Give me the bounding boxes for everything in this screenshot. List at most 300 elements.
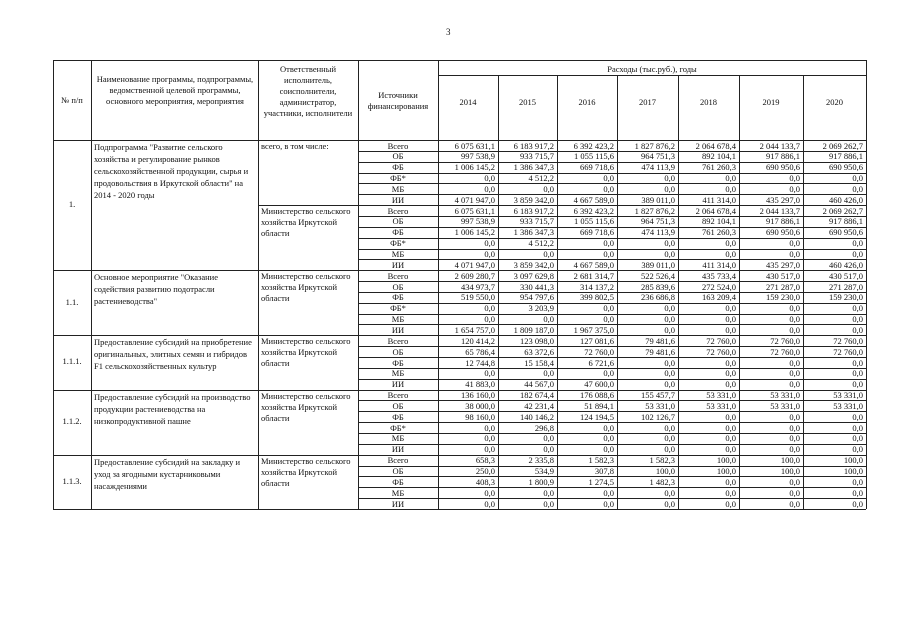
grid-vline xyxy=(91,335,92,389)
value-cell: 0,0 xyxy=(484,422,495,433)
section-number: 1.1.1. xyxy=(62,356,82,367)
value-cell: 2 069 262,7 xyxy=(822,140,863,151)
value-cell: 120 414,2 xyxy=(461,335,495,346)
value-cell: 954 797,6 xyxy=(520,292,554,303)
value-cell: 72 760,0 xyxy=(770,335,800,346)
value-cell: 0,0 xyxy=(603,498,614,509)
value-cell: 6 183 917,2 xyxy=(513,205,554,216)
source-cell: Всего xyxy=(387,270,409,281)
source-cell: ФБ xyxy=(392,292,404,303)
grid-vline xyxy=(557,390,558,455)
grid-hline xyxy=(53,60,866,61)
header-year-2018: 2018 xyxy=(700,97,717,107)
grid-hline xyxy=(358,422,866,423)
section-number: 1.1. xyxy=(65,296,79,307)
value-cell: 1 386 347,3 xyxy=(513,227,554,238)
value-cell: 669 718,6 xyxy=(580,227,614,238)
value-cell: 127 081,6 xyxy=(580,335,614,346)
grid-vline xyxy=(438,270,439,335)
source-cell: Всего xyxy=(387,455,409,466)
grid-hline xyxy=(358,444,866,445)
grid-vline xyxy=(438,390,439,455)
value-cell: 1 809 187,0 xyxy=(513,324,554,335)
value-cell: 140 146,2 xyxy=(520,411,554,422)
grid-vline xyxy=(739,75,740,140)
value-cell: 389 011,0 xyxy=(641,194,675,205)
value-cell: 0,0 xyxy=(725,444,736,455)
header-year-2020: 2020 xyxy=(826,97,843,107)
value-cell: 0,0 xyxy=(789,249,800,259)
value-cell: 0,0 xyxy=(725,433,736,444)
value-cell: 123 098,0 xyxy=(520,335,554,346)
source-cell: ИИ xyxy=(391,498,405,509)
grid-vline xyxy=(678,335,679,389)
grid-vline xyxy=(258,60,259,140)
value-cell: 0,0 xyxy=(484,368,495,379)
value-cell: 430 517,0 xyxy=(829,270,863,281)
value-cell: 100,0 xyxy=(780,466,800,476)
value-cell: 0,0 xyxy=(789,476,800,487)
value-cell: 0,0 xyxy=(789,303,800,314)
section-number: 1.1.3. xyxy=(62,475,82,486)
grid-vline xyxy=(91,390,92,455)
value-cell: 0,0 xyxy=(603,238,614,249)
value-cell: 474 113,9 xyxy=(641,162,675,173)
source-cell: ФБ xyxy=(392,411,404,422)
value-cell: 0,0 xyxy=(664,444,675,455)
value-cell: 0,0 xyxy=(664,433,675,444)
grid-vline xyxy=(498,270,499,335)
grid-hline xyxy=(358,314,866,315)
value-cell: 389 011,0 xyxy=(641,259,675,270)
responsible-cell: Министерство сельского хозяйства Иркутской области xyxy=(261,390,351,423)
grid-hline xyxy=(358,498,866,499)
value-cell: 0,0 xyxy=(543,487,554,498)
value-cell: 430 517,0 xyxy=(766,270,800,281)
value-cell: 0,0 xyxy=(664,487,675,498)
grid-hline xyxy=(358,487,866,488)
grid-vline xyxy=(258,140,259,270)
value-cell: 522 526,4 xyxy=(641,270,675,281)
value-cell: 100,0 xyxy=(843,466,863,476)
grid-vline xyxy=(866,140,867,270)
grid-hline xyxy=(358,162,866,163)
grid-hline xyxy=(358,303,866,304)
value-cell: 42 231,4 xyxy=(524,400,554,411)
value-cell: 1 654 757,0 xyxy=(454,324,495,335)
value-cell: 72 760,0 xyxy=(770,346,800,357)
source-cell: ИИ xyxy=(391,324,405,335)
responsible-cell: Министерство сельского хозяйства Иркутской области xyxy=(261,206,351,239)
value-cell: 0,0 xyxy=(664,249,675,259)
source-cell: ФБ xyxy=(392,162,404,173)
value-cell: 0,0 xyxy=(789,314,800,325)
value-cell: 136 160,0 xyxy=(461,390,495,401)
grid-vline xyxy=(358,455,359,509)
source-cell: ФБ* xyxy=(390,303,406,314)
value-cell: 0,0 xyxy=(664,303,675,314)
grid-vline xyxy=(678,270,679,335)
value-cell: 0,0 xyxy=(664,379,675,390)
value-cell: 411 314,0 xyxy=(702,194,736,205)
section-name: Предоставление субсидий на производство продукции растениеводства на низкопродуктивной пашне xyxy=(94,391,251,426)
value-cell: 0,0 xyxy=(725,357,736,368)
grid-vline xyxy=(739,270,740,335)
value-cell: 0,0 xyxy=(852,411,863,422)
grid-vline xyxy=(498,390,499,455)
value-cell: 12 744,8 xyxy=(465,357,495,368)
header-year-2016: 2016 xyxy=(578,97,596,107)
value-cell: 47 600,0 xyxy=(584,379,614,390)
value-cell: 182 674,4 xyxy=(520,390,554,401)
grid-hline xyxy=(358,346,866,347)
grid-vline xyxy=(358,390,359,455)
value-cell: 0,0 xyxy=(789,238,800,249)
value-cell: 3 859 342,0 xyxy=(513,194,554,205)
value-cell: 0,0 xyxy=(852,357,863,368)
header-col-no: № п/п xyxy=(61,95,83,105)
grid-vline xyxy=(91,140,92,270)
value-cell: 0,0 xyxy=(725,324,736,335)
value-cell: 124 194,5 xyxy=(580,411,614,422)
value-cell: 0,0 xyxy=(484,314,495,325)
value-cell: 102 126,7 xyxy=(641,411,675,422)
value-cell: 72 760,0 xyxy=(833,335,863,346)
value-cell: 0,0 xyxy=(725,249,736,259)
value-cell: 0,0 xyxy=(484,183,495,194)
value-cell: 399 802,5 xyxy=(580,292,614,303)
grid-vline xyxy=(53,270,54,335)
value-cell: 0,0 xyxy=(543,183,554,194)
value-cell: 964 751,3 xyxy=(641,216,675,227)
value-cell: 0,0 xyxy=(725,498,736,509)
grid-hline xyxy=(358,249,866,250)
source-cell: ИИ xyxy=(391,259,405,270)
grid-vline xyxy=(617,390,618,455)
value-cell: 0,0 xyxy=(789,379,800,390)
grid-hline xyxy=(358,292,866,293)
grid-hline xyxy=(358,324,866,325)
source-cell: МБ xyxy=(391,249,405,259)
value-cell: 98 160,0 xyxy=(465,411,495,422)
value-cell: 0,0 xyxy=(603,444,614,455)
value-cell: 0,0 xyxy=(664,324,675,335)
value-cell: 2 681 314,7 xyxy=(573,270,614,281)
grid-vline xyxy=(438,60,439,140)
grid-vline xyxy=(91,270,92,335)
grid-vline xyxy=(803,335,804,389)
grid-hline xyxy=(358,466,866,467)
value-cell: 0,0 xyxy=(484,238,495,249)
value-cell: 1 006 145,2 xyxy=(454,162,495,173)
value-cell: 0,0 xyxy=(543,433,554,444)
header-year-2017: 2017 xyxy=(639,97,656,107)
value-cell: 997 538,9 xyxy=(461,151,495,162)
grid-hline xyxy=(358,173,866,174)
value-cell: 1 582,3 xyxy=(649,455,675,466)
value-cell: 100,0 xyxy=(843,455,863,466)
value-cell: 2 044 133,7 xyxy=(759,140,800,151)
value-cell: 0,0 xyxy=(789,498,800,509)
value-cell: 892 104,1 xyxy=(702,216,736,227)
value-cell: 53 331,0 xyxy=(770,390,800,401)
value-cell: 163 209,4 xyxy=(702,292,736,303)
grid-hline xyxy=(358,281,866,282)
value-cell: 0,0 xyxy=(543,249,554,259)
value-cell: 0,0 xyxy=(852,498,863,509)
value-cell: 0,0 xyxy=(725,379,736,390)
grid-vline xyxy=(358,140,359,270)
value-cell: 0,0 xyxy=(852,173,863,184)
value-cell: 0,0 xyxy=(484,487,495,498)
value-cell: 1 827 876,2 xyxy=(634,205,675,216)
value-cell: 761 260,3 xyxy=(702,227,736,238)
grid-vline xyxy=(866,270,867,335)
grid-hline xyxy=(358,151,866,152)
section-number: 1.1.2. xyxy=(62,416,82,427)
value-cell: 72 760,0 xyxy=(706,346,736,357)
section-number: 1. xyxy=(68,199,76,210)
grid-vline xyxy=(866,390,867,455)
grid-vline xyxy=(498,335,499,389)
value-cell: 0,0 xyxy=(789,411,800,422)
value-cell: 0,0 xyxy=(664,173,675,184)
section-name: Предоставление субсидий на приобретение оригинальных, элитных семян и гибридов F1 сельскохозяйственных культур xyxy=(94,337,252,372)
value-cell: 330 441,3 xyxy=(520,281,554,292)
value-cell: 460 426,0 xyxy=(829,194,863,205)
value-cell: 0,0 xyxy=(725,314,736,325)
value-cell: 79 481,6 xyxy=(645,346,675,357)
value-cell: 1 800,9 xyxy=(528,476,554,487)
grid-hline xyxy=(258,205,866,206)
value-cell: 0,0 xyxy=(484,173,495,184)
value-cell: 0,0 xyxy=(543,498,554,509)
value-cell: 690 950,6 xyxy=(829,227,863,238)
value-cell: 3 859 342,0 xyxy=(513,259,554,270)
header-col-responsible: Ответственный исполнитель, соисполнители, администратор, участники, исполнители xyxy=(263,64,353,118)
grid-vline xyxy=(739,455,740,509)
value-cell: 669 718,6 xyxy=(580,162,614,173)
value-cell: 72 760,0 xyxy=(706,335,736,346)
value-cell: 434 973,7 xyxy=(461,281,495,292)
value-cell: 63 372,6 xyxy=(524,346,554,357)
value-cell: 53 331,0 xyxy=(833,390,863,401)
value-cell: 435 297,0 xyxy=(766,194,800,205)
grid-hline xyxy=(438,75,866,76)
value-cell: 2 609 280,7 xyxy=(454,270,495,281)
value-cell: 314 137,2 xyxy=(580,281,614,292)
value-cell: 0,0 xyxy=(603,422,614,433)
value-cell: 0,0 xyxy=(603,183,614,194)
source-cell: ОБ xyxy=(392,151,404,162)
section-name: Основное мероприятие "Оказание содействия развитию подотрасли растениеводства" xyxy=(94,272,218,307)
value-cell: 0,0 xyxy=(852,476,863,487)
grid-vline xyxy=(866,60,867,140)
grid-hline xyxy=(358,238,866,239)
header-col-name: Наименование программы, подпрограммы, ведомственной целевой программы, основного мероприятия, мероприятия xyxy=(96,74,254,106)
value-cell: 761 260,3 xyxy=(702,162,736,173)
source-cell: Всего xyxy=(387,390,409,401)
grid-hline xyxy=(358,183,866,184)
value-cell: 1 582,3 xyxy=(588,455,614,466)
value-cell: 892 104,1 xyxy=(702,151,736,162)
grid-hline xyxy=(358,368,866,369)
source-cell: Всего xyxy=(387,205,409,216)
value-cell: 4 512,2 xyxy=(528,173,554,184)
source-cell: ОБ xyxy=(392,466,404,476)
value-cell: 51 894,1 xyxy=(584,400,614,411)
grid-hline xyxy=(358,433,866,434)
grid-hline xyxy=(358,411,866,412)
value-cell: 0,0 xyxy=(789,433,800,444)
grid-vline xyxy=(866,335,867,389)
value-cell: 1 827 876,2 xyxy=(634,140,675,151)
source-cell: ОБ xyxy=(392,346,404,357)
section-name: Предоставление субсидий на закладку и уход за ягодными кустарниковыми насаждениями xyxy=(94,456,241,491)
value-cell: 6 392 423,2 xyxy=(573,140,614,151)
value-cell: 0,0 xyxy=(852,368,863,379)
grid-vline xyxy=(53,455,54,509)
value-cell: 285 839,6 xyxy=(641,281,675,292)
value-cell: 917 886,1 xyxy=(829,151,863,162)
grid-vline xyxy=(617,75,618,140)
value-cell: 933 715,7 xyxy=(520,216,554,227)
value-cell: 2 064 678,4 xyxy=(695,140,736,151)
grid-vline xyxy=(617,455,618,509)
grid-vline xyxy=(803,390,804,455)
value-cell: 0,0 xyxy=(664,498,675,509)
value-cell: 100,0 xyxy=(716,466,736,476)
grid-vline xyxy=(258,390,259,455)
value-cell: 690 950,6 xyxy=(829,162,863,173)
value-cell: 690 950,6 xyxy=(766,162,800,173)
source-cell: Всего xyxy=(387,140,409,151)
value-cell: 72 760,0 xyxy=(833,346,863,357)
grid-hline xyxy=(358,357,866,358)
value-cell: 690 950,6 xyxy=(766,227,800,238)
grid-vline xyxy=(438,335,439,389)
value-cell: 53 331,0 xyxy=(770,400,800,411)
source-cell: ФБ* xyxy=(390,422,406,433)
value-cell: 6 392 423,2 xyxy=(573,205,614,216)
source-cell: ОБ xyxy=(392,400,404,411)
value-cell: 53 331,0 xyxy=(706,390,736,401)
value-cell: 72 760,0 xyxy=(584,346,614,357)
grid-vline xyxy=(739,140,740,270)
source-cell: МБ xyxy=(391,433,405,444)
header-year-2014: 2014 xyxy=(459,97,477,107)
value-cell: 0,0 xyxy=(484,498,495,509)
value-cell: 272 524,0 xyxy=(702,281,736,292)
grid-hline xyxy=(358,400,866,401)
grid-vline xyxy=(739,390,740,455)
grid-vline xyxy=(358,335,359,389)
grid-hline xyxy=(358,259,866,260)
value-cell: 0,0 xyxy=(852,314,863,325)
grid-hline xyxy=(53,390,866,391)
value-cell: 1 967 375,0 xyxy=(573,324,614,335)
source-cell: ФБ* xyxy=(390,173,406,184)
grid-vline xyxy=(498,75,499,140)
value-cell: 155 457,7 xyxy=(641,390,675,401)
grid-hline xyxy=(358,216,866,217)
grid-vline xyxy=(557,270,558,335)
value-cell: 0,0 xyxy=(664,422,675,433)
value-cell: 250,0 xyxy=(475,466,495,476)
responsible-cell: Министерство сельского хозяйства Иркутской области xyxy=(261,336,351,369)
value-cell: 0,0 xyxy=(484,249,495,259)
value-cell: 236 686,8 xyxy=(641,292,675,303)
value-cell: 917 886,1 xyxy=(766,216,800,227)
value-cell: 0,0 xyxy=(789,183,800,194)
value-cell: 0,0 xyxy=(725,476,736,487)
value-cell: 0,0 xyxy=(852,249,863,259)
value-cell: 271 287,0 xyxy=(766,281,800,292)
value-cell: 408,3 xyxy=(475,476,495,487)
grid-vline xyxy=(91,455,92,509)
value-cell: 0,0 xyxy=(789,368,800,379)
value-cell: 53 331,0 xyxy=(833,400,863,411)
value-cell: 6 721,6 xyxy=(588,357,614,368)
value-cell: 4 071 947,0 xyxy=(454,194,495,205)
page-number: 3 xyxy=(446,27,451,37)
grid-vline xyxy=(358,270,359,335)
value-cell: 6 075 631,1 xyxy=(454,140,495,151)
value-cell: 0,0 xyxy=(664,314,675,325)
value-cell: 519 550,0 xyxy=(461,292,495,303)
source-cell: ФБ xyxy=(392,476,404,487)
value-cell: 307,8 xyxy=(594,466,614,476)
source-cell: ФБ xyxy=(392,357,404,368)
value-cell: 0,0 xyxy=(664,357,675,368)
value-cell: 0,0 xyxy=(543,444,554,455)
value-cell: 0,0 xyxy=(852,487,863,498)
value-cell: 0,0 xyxy=(543,368,554,379)
value-cell: 176 088,6 xyxy=(580,390,614,401)
value-cell: 100,0 xyxy=(655,466,675,476)
value-cell: 0,0 xyxy=(725,173,736,184)
value-cell: 917 886,1 xyxy=(829,216,863,227)
value-cell: 997 538,9 xyxy=(461,216,495,227)
grid-vline xyxy=(557,75,558,140)
grid-hline xyxy=(358,194,866,195)
responsible-cell: Министерство сельского хозяйства Иркутской области xyxy=(261,455,351,488)
value-cell: 0,0 xyxy=(725,183,736,194)
value-cell: 1 055 115,6 xyxy=(573,151,614,162)
value-cell: 0,0 xyxy=(603,487,614,498)
source-cell: МБ xyxy=(391,314,405,325)
grid-vline xyxy=(258,270,259,335)
grid-vline xyxy=(557,335,558,389)
value-cell: 100,0 xyxy=(716,455,736,466)
value-cell: 435 297,0 xyxy=(766,259,800,270)
value-cell: 0,0 xyxy=(725,368,736,379)
value-cell: 460 426,0 xyxy=(829,259,863,270)
value-cell: 0,0 xyxy=(789,357,800,368)
grid-hline xyxy=(53,270,866,271)
value-cell: 53 331,0 xyxy=(645,400,675,411)
value-cell: 0,0 xyxy=(852,444,863,455)
grid-hline xyxy=(358,476,866,477)
grid-vline xyxy=(557,140,558,270)
grid-vline xyxy=(678,140,679,270)
grid-vline xyxy=(258,335,259,389)
value-cell: 917 886,1 xyxy=(766,151,800,162)
value-cell: 0,0 xyxy=(543,314,554,325)
value-cell: 65 786,4 xyxy=(465,346,495,357)
grid-hline xyxy=(53,335,866,336)
responsible-cell: всего, в том числе: xyxy=(261,141,329,151)
